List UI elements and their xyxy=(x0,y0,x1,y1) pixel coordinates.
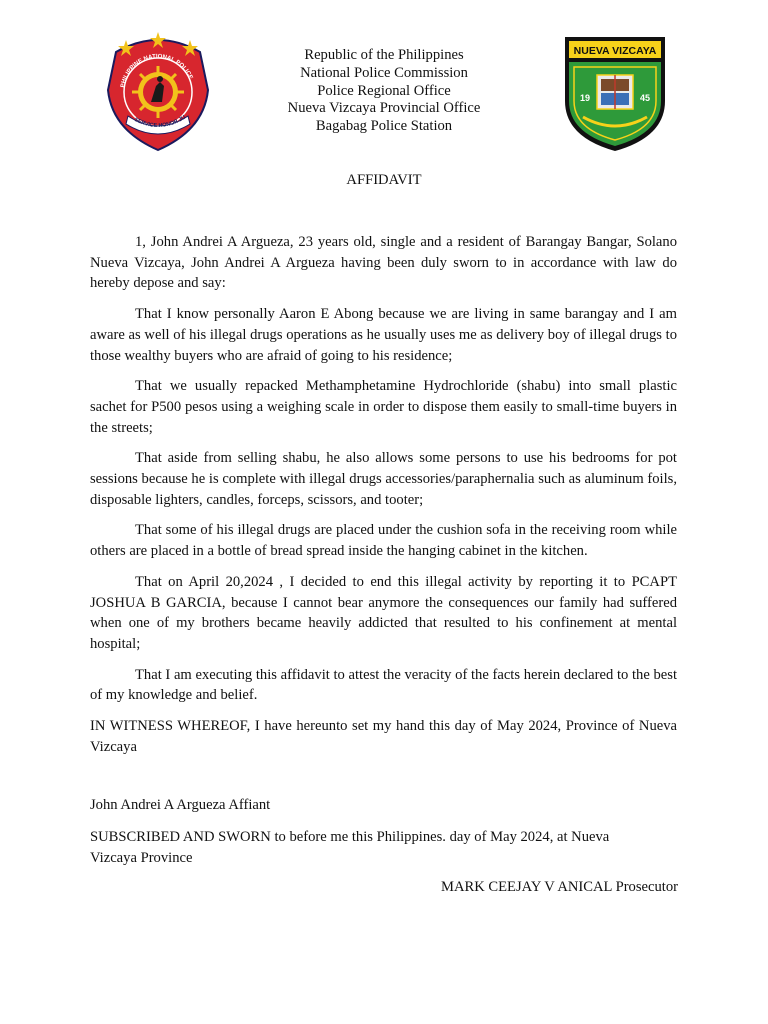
jurat-statement: SUBSCRIBED AND SWORN to before me this Philippines. day of May 2024, at Nueva Vizcaya Province xyxy=(90,829,610,866)
header-napolcom: National Police Commission xyxy=(300,64,468,81)
paragraph-6: That on April 20,2024 , I decided to end this illegal activity by reporting it to PCAPT JOSHUA B GARCIA, because I cannot bear anymore the consequences our family had suffered when one of my brothers became heavily addicted that resulted to his confinement at mental hospital; xyxy=(90,573,677,652)
paragraph-4: That aside from selling shabu, he also allows some persons to use his bedrooms for pot sessions because he is complete with illegal drugs accessories/paraphernalia such as aluminum foils, disposable lighters, candles, forceps, scissors, and tooter; xyxy=(90,450,677,508)
svg-text:19: 19 xyxy=(579,93,591,103)
affiant-signature-line: John Andrei A Argueza Affiant xyxy=(90,797,271,813)
svg-text:NUEVA VIZCAYA: NUEVA VIZCAYA xyxy=(573,45,657,57)
witness-clause: IN WITNESS WHEREOF, I have hereunto set my hand this day of May 2024, Province of Nueva Vizcaya xyxy=(90,718,677,755)
nueva-vizcaya-police-badge-icon xyxy=(561,35,669,153)
paragraph-intro: 1, John Andrei A Argueza, 23 years old, single and a resident of Barangay Bangar, Solano Nueva Vizcaya, John Andrei A Argueza having been duly sworn to in accordance with law do hereby depose and say: xyxy=(90,234,677,292)
header-regional-office: Police Regional Office xyxy=(317,82,451,99)
svg-text:PHILIPPINE NATIONAL POLICE: PHILIPPINE NATIONAL POLICE xyxy=(120,53,194,89)
document-title: AFFIDAVIT xyxy=(346,172,422,188)
paragraph-7: That I am executing this affidavit to attest the veracity of the facts herein declared to the best of my knowledge and belief. xyxy=(90,666,677,704)
letterhead xyxy=(234,47,534,136)
paragraph-5: That some of his illegal drugs are placed under the cushion sofa in the receiving room while others are placed in a bottle of bread spread inside the hanging cabinet in the kitchen. xyxy=(90,522,677,560)
prosecutor-signature-line: MARK CEEJAY V ANICAL Prosecutor xyxy=(440,879,678,895)
header-police-station: Bagabag Police Station xyxy=(315,118,453,135)
svg-text:45: 45 xyxy=(639,93,651,103)
pnp-seal-icon xyxy=(104,32,212,152)
paragraph-3: That we usually repacked Methamphetamine Hydrochloride (shabu) into small plastic sachet for P500 pesos using a weighing scale in order to dispose them easily to small-time buyers in the streets; xyxy=(90,378,677,436)
affidavit-body xyxy=(90,232,677,767)
header-provincial-office: Nueva Vizcaya Provincial Office xyxy=(287,100,481,117)
svg-text:SERVICE HONOR JUSTICE: SERVICE HONOR JU xyxy=(133,114,187,130)
paragraph-2: That I know personally Aaron E Abong because we are living in same barangay and I am aware as well of his illegal drugs operations as he usually uses me as delivery boy of illegal drugs to those wealthy buyers who are afraid of going to his residence; xyxy=(90,306,677,364)
header-republic: Republic of the Philippines xyxy=(304,47,464,63)
